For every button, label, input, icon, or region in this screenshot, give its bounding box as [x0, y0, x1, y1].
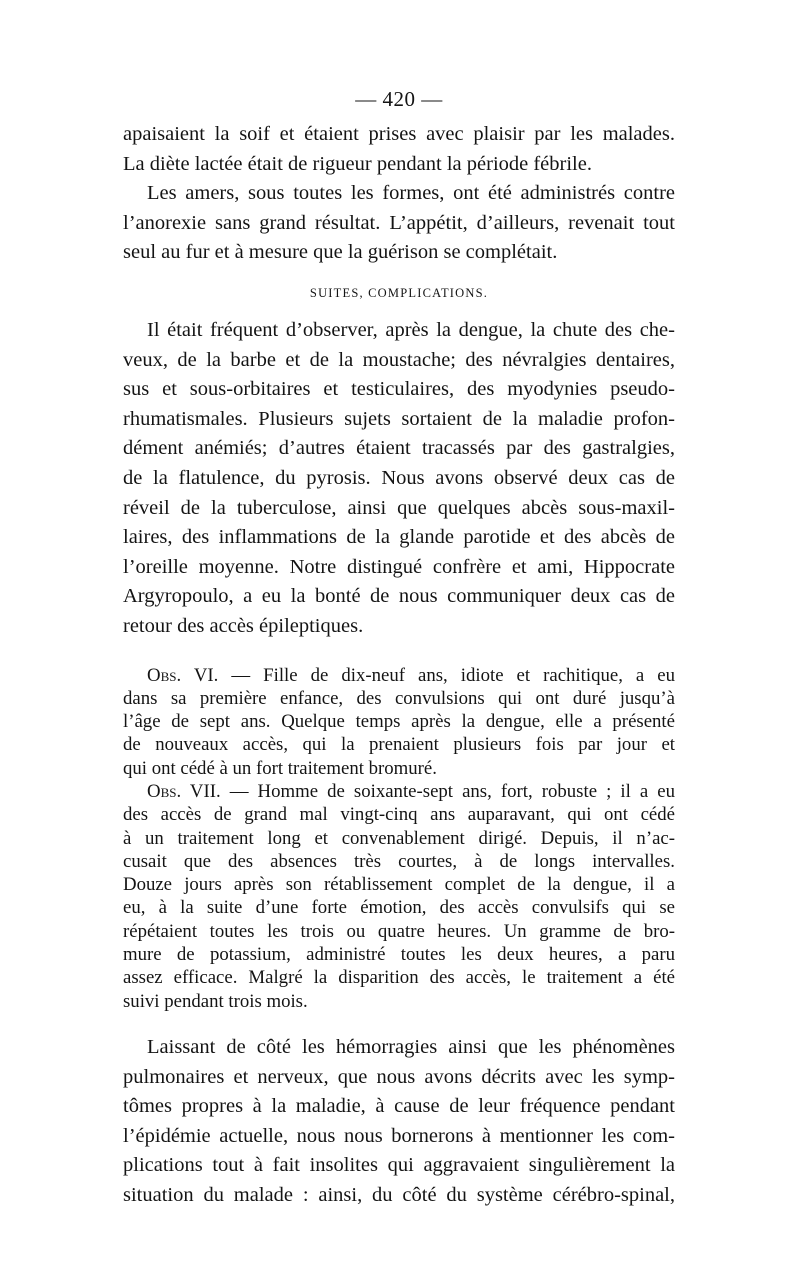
text-line: de la flatulence, du pyrosis. Nous avons observé deux cas de — [123, 466, 675, 489]
text-line: apaisaient la soif et étaient prises avec plaisir par les malades. — [123, 123, 675, 145]
text-line: suivi pendant trois mois. — [123, 990, 308, 1012]
observation-vi — [123, 664, 675, 780]
text-line: des accès de grand mal vingt-cinq ans auparavant, qui ont cédé — [123, 804, 675, 826]
book-page — [123, 84, 675, 1211]
text-line: de nouveaux accès, qui la prenaient plusieurs fois par jour et — [123, 734, 675, 756]
text-line: laires, des inflammations de la glande parotide et des abcès de — [123, 526, 675, 549]
text-line: Il était fréquent d’observer, après la dengue, la chute des che- — [147, 318, 675, 341]
text-line: dément anémiés; d’autres étaient tracassés par des gastralgies, — [123, 437, 675, 460]
text-line: Douze jours après son rétablissement complet de la dengue, il a — [123, 874, 675, 896]
text-line: retour des accès épileptiques. — [123, 614, 364, 637]
text-line — [123, 780, 675, 803]
text-line: plications tout à fait insolites qui aggravaient singulièrement la — [123, 1154, 675, 1177]
text-line: pulmonaires et nerveux, que nous avons décrits avec les symp- — [123, 1065, 675, 1088]
observation-text: — Homme de soixante-sept ans, fort, robuste ; il a eu — [220, 780, 675, 802]
text-line: Argyropoulo, a eu la bonté de nous communiquer deux cas de — [123, 585, 675, 608]
observation-text: — Fille de dix-neuf ans, idiote et rachitique, a eu — [218, 664, 675, 686]
text-line — [123, 664, 675, 687]
text-line: à un traitement long et convenablement dirigé. Depuis, il n’ac- — [123, 827, 675, 849]
observation-label: Obs. VI. — [147, 664, 219, 686]
text-line: veux, de la barbe et de la moustache; des névralgies dentaires, — [123, 348, 675, 371]
text-line: sus et sous-orbitaires et testiculaires, des myodynies pseudo- — [123, 378, 675, 401]
paragraph-bitters — [123, 179, 675, 268]
section-heading: SUITES, COMPLICATIONS. — [309, 285, 489, 300]
paragraph-diet — [123, 120, 675, 179]
paragraph-complications — [123, 316, 675, 642]
text-line: La diète lactée était de rigueur pendant la période fébrile. — [123, 152, 592, 175]
text-line: Les amers, sous toutes les formes, ont été administrés contre — [147, 182, 675, 205]
page-number: — 420 — — [355, 87, 443, 111]
observation-vii — [123, 780, 675, 1013]
text-line: situation du malade : ainsi, du côté du système cérébro-spinal, — [123, 1183, 675, 1206]
observation-label: Obs. VII. — [147, 780, 221, 802]
paragraph-hemorrhages — [123, 1033, 675, 1211]
text-line: cusait que des absences très courtes, à de longs intervalles. — [123, 850, 675, 872]
text-line: l’épidémie actuelle, nous nous bornerons à mentionner les com- — [123, 1124, 675, 1147]
text-line: seul au fur et à mesure que la guérison se complétait. — [123, 241, 558, 264]
text-line: répétaient toutes les trois ou quatre heures. Un gramme de bro- — [123, 920, 675, 942]
text-line: mure de potassium, administré toutes les deux heures, a paru — [123, 944, 675, 966]
text-line: réveil de la tuberculose, ainsi que quelques abcès sous-maxil- — [123, 496, 675, 519]
text-line: tômes propres à la maladie, à cause de leur fréquence pendant — [123, 1095, 675, 1118]
text-line: dans sa première enfance, des convulsions qui ont duré jusqu’à — [123, 687, 675, 709]
text-line: assez efficace. Malgré la disparition des accès, le traitement a été — [123, 967, 675, 989]
text-line: qui ont cédé à un fort traitement bromuré. — [123, 757, 437, 779]
text-line: l’anorexie sans grand résultat. L’appétit, d’ailleurs, revenait tout — [123, 211, 675, 234]
text-line: Laissant de côté les hémorragies ainsi que les phénomènes — [147, 1035, 675, 1058]
text-line: eu, à la suite d’une forte émotion, des accès convulsifs qui se — [123, 897, 675, 919]
text-line: rhumatismales. Plusieurs sujets sortaient de la maladie profon- — [123, 407, 675, 430]
text-line: l’oreille moyenne. Notre distingué confrère et ami, Hippocrate — [123, 555, 675, 578]
text-line: l’âge de sept ans. Quelque temps après la dengue, elle a présenté — [123, 711, 675, 733]
